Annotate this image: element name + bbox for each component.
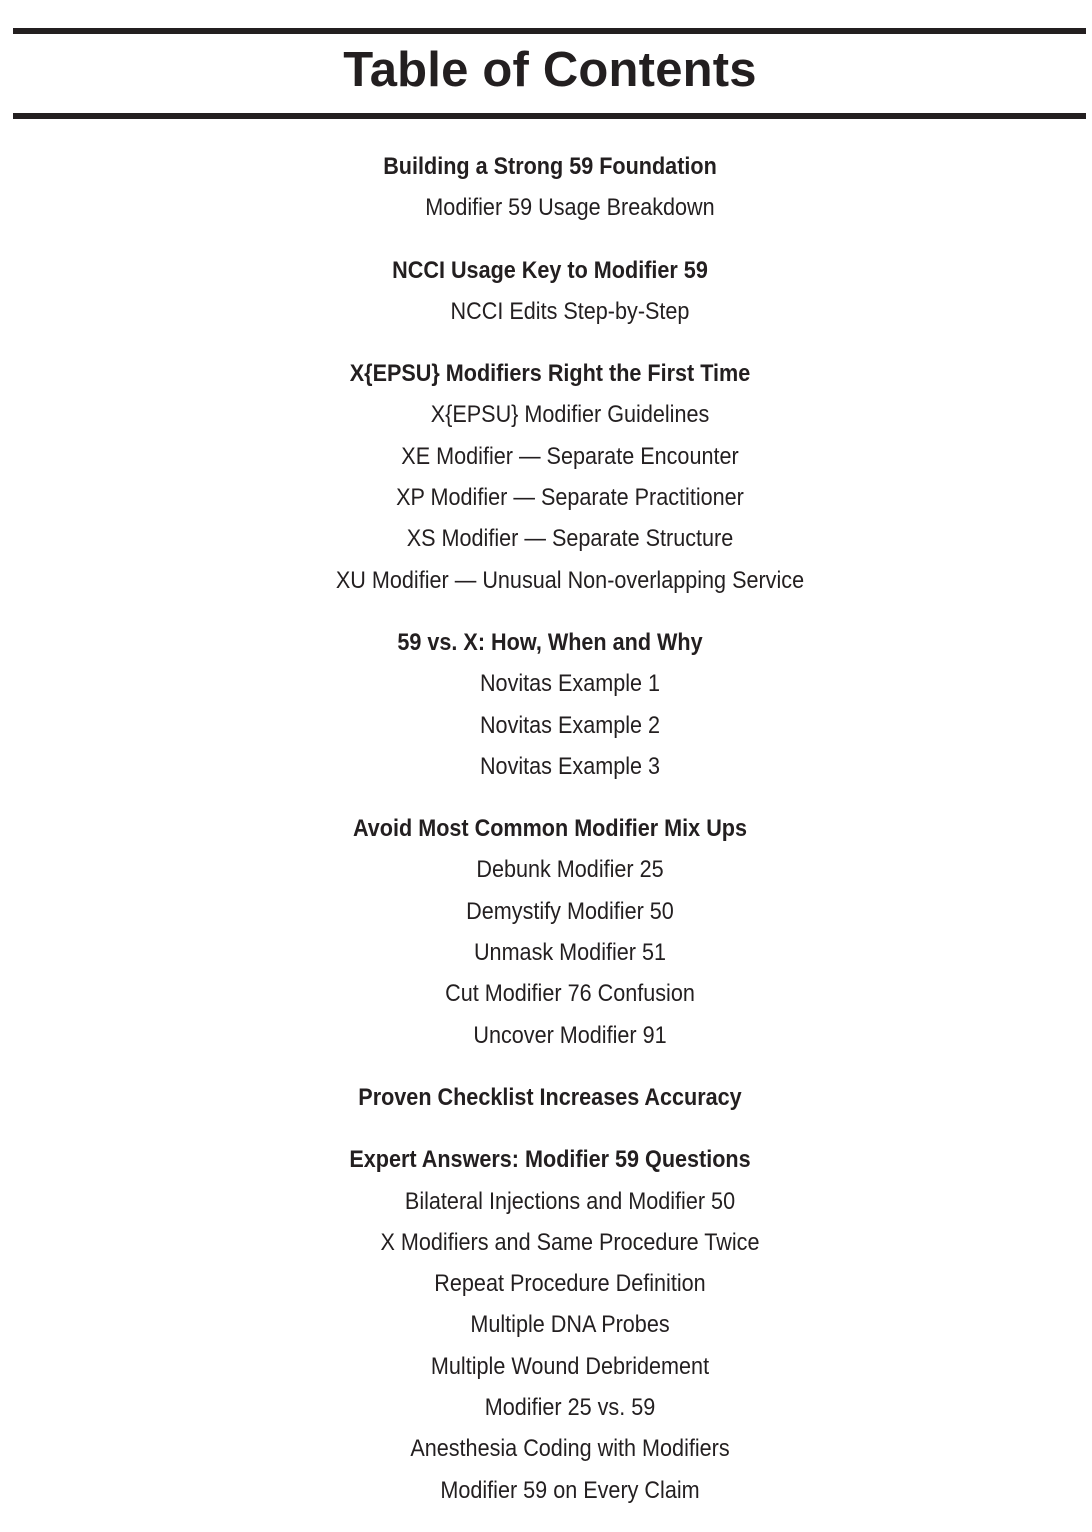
subsection-entry[interactable]: Novitas Example 2 [479, 711, 661, 739]
subsection-list [0, 291, 1092, 332]
page-title: Table of Contents [343, 43, 757, 97]
subsection-list [0, 849, 1092, 1055]
subsection-entry[interactable]: Multiple Wound Debridement [430, 1352, 710, 1380]
table-of-contents [0, 146, 1092, 1532]
section-heading[interactable]: Avoid Most Common Modifier Mix Ups [352, 815, 748, 843]
subsection-entry[interactable]: XE Modifier — Separate Encounter [401, 442, 739, 470]
subsection-entry[interactable]: Demystify Modifier 50 [466, 897, 674, 925]
section-heading[interactable]: NCCI Usage Key to Modifier 59 [392, 256, 708, 284]
toc-section [0, 250, 1092, 333]
subsection-entry[interactable]: Debunk Modifier 25 [476, 856, 664, 884]
subsection-entry[interactable]: XP Modifier — Separate Practitioner [396, 484, 744, 512]
section-heading[interactable]: 59 vs. X: How, When and Why [397, 628, 703, 656]
toc-section [0, 353, 1092, 601]
subsection-entry[interactable]: X{EPSU} Modifier Guidelines [430, 401, 710, 429]
subsection-entry[interactable]: X Modifiers and Same Procedure Twice [380, 1228, 760, 1256]
subsection-entry[interactable]: XS Modifier — Separate Structure [406, 525, 734, 553]
toc-section [0, 1139, 1092, 1511]
subsection-list [0, 187, 1092, 228]
toc-section [0, 808, 1092, 1056]
subsection-entry[interactable]: Modifier 25 vs. 59 [484, 1394, 656, 1422]
subsection-entry[interactable]: NCCI Edits Step-by-Step [450, 297, 690, 325]
subsection-entry[interactable]: Multiple DNA Probes [470, 1311, 670, 1339]
section-heading[interactable]: Building a Strong 59 Foundation [383, 153, 717, 180]
subsection-list [0, 394, 1092, 600]
subsection-list [0, 663, 1092, 787]
subsection-entry[interactable]: Novitas Example 3 [479, 752, 661, 780]
subsection-list [0, 1181, 1092, 1511]
section-heading[interactable]: Proven Checklist Increases Accuracy [358, 1083, 742, 1111]
toc-section [0, 1077, 1092, 1118]
top-rule [13, 28, 1086, 34]
subsection-entry[interactable]: XU Modifier — Unusual Non-overlapping Service [335, 566, 805, 594]
subsection-entry[interactable]: Bilateral Injections and Modifier 50 [404, 1187, 736, 1215]
subsection-entry[interactable]: Novitas Example 1 [479, 670, 661, 698]
subsection-entry[interactable]: Repeat Procedure Definition [434, 1270, 706, 1298]
subsection-entry[interactable]: Modifier 59 Usage Breakdown [425, 194, 715, 222]
subsection-entry[interactable]: Unmask Modifier 51 [473, 939, 667, 967]
subsection-entry[interactable]: Cut Modifier 76 Confusion [445, 980, 695, 1008]
title-underline-rule [13, 113, 1086, 119]
subsection-entry[interactable]: Anesthesia Coding with Modifiers [410, 1435, 730, 1463]
subsection-entry[interactable]: Uncover Modifier 91 [473, 1021, 667, 1049]
section-heading[interactable]: Expert Answers: Modifier 59 Questions [349, 1146, 751, 1174]
toc-section [0, 622, 1092, 787]
section-heading[interactable]: X{EPSU} Modifiers Right the First Time [349, 360, 751, 388]
toc-section [0, 146, 1092, 229]
subsection-entry[interactable]: Modifier 59 on Every Claim [440, 1476, 700, 1504]
